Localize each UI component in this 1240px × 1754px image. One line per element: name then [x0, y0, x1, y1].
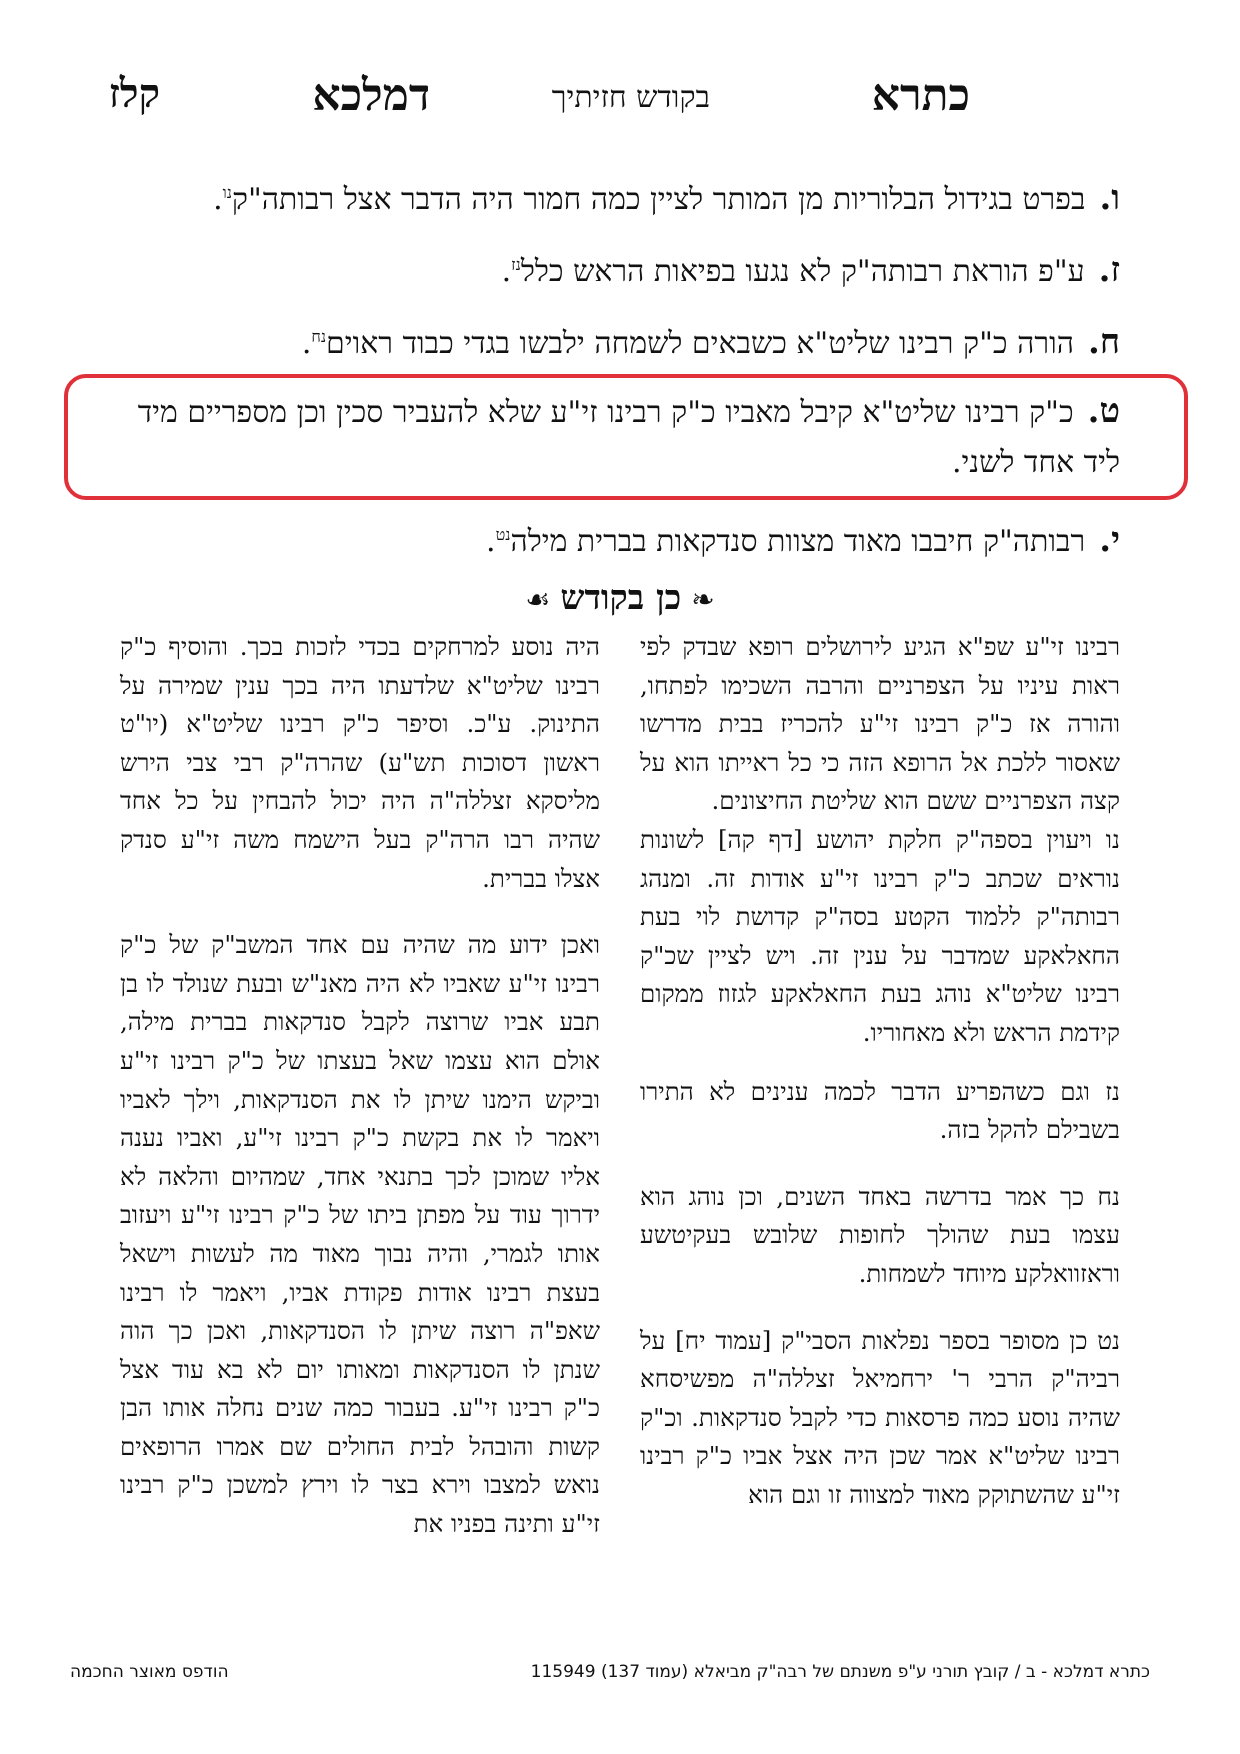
- item-text: בפרט בגידול הבלוריות מן המותר לציין כמה חמור היה הדבר אצל רבותה"ק: [231, 182, 1086, 217]
- page-number: קלז: [108, 70, 160, 117]
- item-text: הורה כ"ק רבינו שליט"א כשבאים לשמחה ילבשו בגדי כבוד ראוים: [326, 326, 1075, 361]
- item-mark: ט.: [1087, 391, 1120, 431]
- section-title-text: כן בקודש: [560, 578, 682, 618]
- item-text: ע"פ הוראת רבותה"ק לא נגעו בפיאות הראש כלל: [520, 254, 1085, 289]
- paragraph: נו ויעוין בספה"ק חלקת יהושע [דף קה] לשונות נוראים שכתב כ"ק רבינו זי"ע אודות זה. ומנהג רבותה"ק ללמוד הקטע בסה"ק קדושת לוי בעת החאלאקע שמדבר על ענין זה. ויש לציין שכ"ק רבינו שליט"א נוהג בעת החאלאקע לגזוז ממקום קידמת הראש ולא מאחוריו.: [640, 824, 1120, 1047]
- item-vav: ו.בפרט בגידול הבלוריות מן המותר לציין כמה חמור היה הדבר אצל רבותה"ק$^{נו}$.: [213, 178, 1120, 218]
- book-title-1: כתרא: [871, 70, 970, 121]
- right-column: [640, 628, 1120, 1514]
- paragraph: ואכן ידוע מה שהיה עם אחד המשב"ק של כ"ק רבינו זי"ע שאביו לא היה מאנ"ש ובעת שנולד לו בן תבע אביו שרוצה לקבל סנדקאות בברית מילה, אולם הוא עצמו שאל בעצתו של כ"ק רבינו זי"ע וביקש הימנו שיתן לו את הסנדקאות, וילך לאביו ויאמר לו את בקשת כ"ק רבינו זי"ע, ואביו נענה אליו שמוכן לכך בתנאי אחד, שמהיום והלאה לא ידרוך עוד על מפתן ביתו של כ"ק רבינו זי"ע ויעזוב אותו לגמרי, והיה נבוך מאוד מה לעשות וישאל בעצת רבינו אודות פקודת אביו, ויאמר לו רבינו שאפ"ה רוצה שיתן לו הסנדקאות, ואכן כך הוה שנתן לו הסנדקאות ומאותו יום לא בא עוד אצל כ"ק רבינו זי"ע. בעבור כמה שנים נחלה אותו הבן קשות והובהל לבית החולים שם אמרו הרופאים נואש למצבו וירא בצר לו וירץ למשכן כ"ק רבינו זי"ע ותינה בפניו את: [120, 930, 600, 1539]
- footnote-ref: נו: [222, 183, 232, 202]
- book-title-2: דמלכא: [312, 70, 430, 121]
- item-tet-line-2: [110, 438, 1120, 488]
- item-yud: י.רבותה"ק חיבבו מאוד מצוות סנדקאות בברית מילה$^{נט}$.: [486, 520, 1120, 560]
- footnote-ref: נח: [311, 327, 327, 346]
- section-name: בקודש חזיתיך: [551, 80, 710, 115]
- paragraph: נט כן מסופר בספר נפלאות הסבי"ק [עמוד יח] על רביה"ק הרבי ר' ירחמיאל זצללה"ה מפשיסחא שהיה נוסע כמה פרסאות כדי לקבל סנדקאות. וכ"ק רבינו שליט"א אמר שכן היה אצל אביו כ"ק רבינו זי"ע שהשתוקק מאוד למצווה זו וגם הוא: [640, 1325, 1120, 1509]
- item-tet-line-1: [110, 386, 1120, 438]
- item-mark: ו.: [1099, 178, 1120, 218]
- item-mark: י.: [1099, 520, 1120, 560]
- ornament-icon: ☙: [525, 583, 551, 616]
- paragraph: נח כך אמר בדרשה באחד השנים, וכן נוהג הוא עצמו בעת שהולך לחופות שלובש בעקיטשע וראזוואלקע מיוחד לשמחות.: [640, 1181, 1120, 1288]
- footer-source: כתרא דמלכא - ב / קובץ תורני ע"פ משנתם של רבה"ק מביאלא (עמוד 137) 115949: [530, 1662, 1150, 1682]
- item-chet: ח.הורה כ"ק רבינו שליט"א כשבאים לשמחה ילבשו בגדי כבוד ראוים$^{נח}$.: [301, 322, 1120, 362]
- footnote-ref: נז: [511, 255, 521, 274]
- item-text: כ"ק רבינו שליט"א קיבל מאביו כ"ק רבינו זי"ע שלא להעביר סכין וכן מספריים מיד: [137, 395, 1074, 430]
- item-text: ליד אחד לשני.: [951, 445, 1120, 480]
- ornament-icon: ❧: [691, 583, 715, 616]
- item-text: רבותה"ק חיבבו מאוד מצוות סנדקאות בברית מילה: [510, 524, 1086, 559]
- left-column: [120, 628, 600, 1544]
- footer-printed-by: הודפס מאוצר החכמה: [70, 1662, 229, 1682]
- item-zayin: ז.ע"פ הוראת רבותה"ק לא נגעו בפיאות הראש כלל$^{נז}$.: [501, 250, 1120, 290]
- paragraph: נז וגם כשהפריע הדבר לכמה ענינים לא התירו בשבילם להקל בזה.: [640, 1076, 1120, 1145]
- paragraph: היה נוסע למרחקים בכדי לזכות בכך. והוסיף כ"ק רבינו שליט"א שלדעתו היה בכך ענין שמירה על התינוק. ע"כ. וסיפר כ"ק רבינו שליט"א (יו"ט ראשון דסוכות תש"ע) שהרה"ק רבי צבי הירש מליסקא זצללה"ה היה יכול להבחין על כל אחד שהיה רבו הרה"ק בעל הישמח משה זי"ע סנדק אצלו בברית.: [120, 632, 600, 893]
- footnote-ref: נט: [495, 525, 511, 544]
- section-title: [0, 578, 1240, 618]
- item-mark: ח.: [1088, 322, 1120, 362]
- item-mark: ז.: [1098, 250, 1120, 290]
- paragraph: רבינו זי"ע שפ"א הגיע לירושלים רופא שבדק לפי ראות עיניו על הצפרניים והרבה השכימו לפתחו, והורה אז כ"ק רבינו זי"ע להכריז בבית מדרשו שאסור ללכת אל הרופא הזה כי כל ראייתו הוא על קצה הצפרניים ששם הוא שליטת החיצונים.: [640, 632, 1120, 816]
